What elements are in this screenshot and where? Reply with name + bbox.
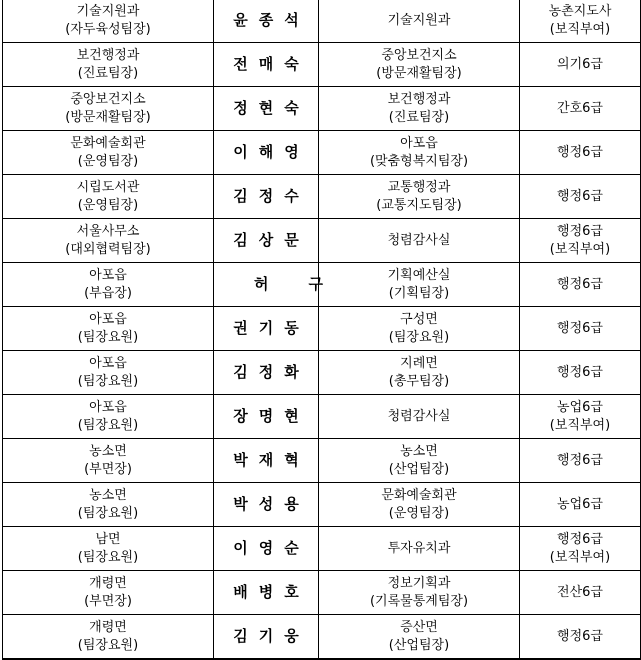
previous-role: (진료팀장) bbox=[77, 65, 139, 81]
grade-note: (보직부여) bbox=[549, 417, 611, 433]
grade-title: 행정6급 bbox=[557, 364, 603, 380]
previous-department: 농소면 bbox=[89, 443, 127, 459]
new-department: 청렴감사실 bbox=[387, 408, 451, 424]
new-post-cell bbox=[319, 483, 520, 527]
grade-cell bbox=[520, 219, 641, 263]
previous-role: (팀장요원) bbox=[77, 505, 139, 521]
name-cell bbox=[214, 87, 319, 131]
grade-cell bbox=[520, 395, 641, 439]
name-cell bbox=[214, 351, 319, 395]
previous-department: 아포읍 bbox=[89, 267, 127, 283]
grade-title: 행정6급 bbox=[557, 276, 603, 292]
previous-post-cell bbox=[3, 527, 214, 571]
grade-note: (보직부여) bbox=[549, 549, 611, 565]
grade-title: 행정6급 bbox=[557, 223, 603, 239]
name-cell bbox=[214, 219, 319, 263]
table-row bbox=[3, 175, 641, 219]
previous-department: 농소면 bbox=[89, 487, 127, 503]
new-department: 문화예술회관 bbox=[381, 487, 457, 503]
new-department: 보건행정과 bbox=[387, 91, 451, 107]
new-role: (기록물통계팀장) bbox=[369, 593, 469, 609]
new-role: (팀장요원) bbox=[388, 329, 450, 345]
previous-department: 중앙보건지소 bbox=[70, 91, 146, 107]
previous-role: (방문재활팀장) bbox=[65, 109, 151, 125]
new-post-cell bbox=[319, 527, 520, 571]
grade-cell bbox=[520, 87, 641, 131]
table-row bbox=[3, 0, 641, 43]
grade-title: 행정6급 bbox=[557, 144, 603, 160]
previous-post-cell bbox=[3, 395, 214, 439]
grade-title: 행정6급 bbox=[557, 452, 603, 468]
new-post-cell bbox=[319, 439, 520, 483]
previous-department: 문화예술회관 bbox=[70, 135, 146, 151]
person-name: 박재혁 bbox=[233, 450, 310, 469]
person-name: 김정화 bbox=[233, 362, 310, 381]
new-post-cell bbox=[319, 307, 520, 351]
grade-title: 행정6급 bbox=[557, 188, 603, 204]
name-cell bbox=[214, 571, 319, 615]
previous-role: (팀장요원) bbox=[77, 417, 139, 433]
name-cell bbox=[214, 131, 319, 175]
table-row bbox=[3, 439, 641, 483]
name-cell bbox=[214, 263, 363, 307]
new-role: (교통지도팀장) bbox=[376, 197, 462, 213]
name-cell bbox=[214, 439, 319, 483]
person-name: 장명현 bbox=[233, 406, 310, 425]
name-cell bbox=[214, 0, 319, 43]
previous-department: 아포읍 bbox=[89, 399, 127, 415]
person-name: 김정수 bbox=[233, 186, 310, 205]
grade-title: 농업6급 bbox=[557, 496, 603, 512]
grade-title: 의기6급 bbox=[557, 56, 603, 72]
table-row bbox=[3, 571, 641, 615]
previous-post-cell bbox=[3, 0, 214, 43]
table-row bbox=[3, 87, 641, 131]
previous-department: 서울사무소 bbox=[76, 223, 140, 239]
previous-post-cell bbox=[3, 263, 214, 307]
new-post-cell bbox=[319, 351, 520, 395]
new-role: (맞춤형복지팀장) bbox=[369, 153, 469, 169]
name-cell bbox=[214, 175, 319, 219]
previous-post-cell bbox=[3, 571, 214, 615]
table-row bbox=[3, 351, 641, 395]
new-post-cell bbox=[319, 615, 520, 660]
previous-role: (부읍장) bbox=[84, 285, 132, 301]
grade-cell bbox=[520, 351, 641, 395]
new-post-cell bbox=[319, 571, 520, 615]
new-role: (방문재활팀장) bbox=[376, 65, 462, 81]
previous-role: (팀장요원) bbox=[77, 549, 139, 565]
table-row bbox=[3, 615, 641, 660]
grade-title: 행정6급 bbox=[557, 628, 603, 644]
person-name: 김상문 bbox=[233, 230, 310, 249]
previous-department: 기술지원과 bbox=[76, 4, 140, 19]
new-post-cell bbox=[319, 175, 520, 219]
grade-cell bbox=[520, 527, 641, 571]
person-name: 이영순 bbox=[233, 538, 310, 557]
grade-cell bbox=[520, 263, 641, 307]
grade-cell bbox=[520, 615, 641, 660]
previous-role: (운영팀장) bbox=[77, 197, 139, 213]
name-cell bbox=[214, 483, 319, 527]
previous-post-cell bbox=[3, 175, 214, 219]
previous-department: 시립도서관 bbox=[76, 179, 140, 195]
new-department: 중앙보건지소 bbox=[381, 47, 457, 63]
previous-department: 개령면 bbox=[89, 575, 127, 591]
previous-post-cell bbox=[3, 439, 214, 483]
new-role: (기획팀장) bbox=[388, 285, 450, 301]
new-role: (산업팀장) bbox=[388, 637, 450, 653]
new-department: 기술지원과 bbox=[387, 13, 451, 28]
new-post-cell bbox=[319, 395, 520, 439]
previous-department: 보건행정과 bbox=[76, 47, 140, 63]
previous-post-cell bbox=[3, 131, 214, 175]
new-post-cell bbox=[319, 0, 520, 43]
previous-role: (부면장) bbox=[84, 461, 132, 477]
grade-title: 전산6급 bbox=[557, 584, 603, 600]
table-row bbox=[3, 395, 641, 439]
previous-role: (자두육성팀장) bbox=[65, 22, 151, 37]
person-name: 허구 bbox=[254, 274, 363, 293]
previous-post-cell bbox=[3, 87, 214, 131]
person-name: 김기웅 bbox=[233, 626, 310, 645]
new-department: 청렴감사실 bbox=[387, 232, 451, 248]
person-name: 배병호 bbox=[233, 582, 310, 601]
table-row bbox=[3, 527, 641, 571]
table-row bbox=[3, 483, 641, 527]
grade-title: 농촌지도사 bbox=[548, 4, 612, 19]
personnel-table bbox=[2, 0, 641, 660]
grade-note: (보직부여) bbox=[549, 22, 611, 37]
previous-role: (대외협력팀장) bbox=[65, 241, 151, 257]
grade-title: 간호6급 bbox=[557, 100, 603, 116]
grade-cell bbox=[520, 307, 641, 351]
previous-role: (팀장요원) bbox=[77, 329, 139, 345]
grade-cell bbox=[520, 439, 641, 483]
new-department: 구성면 bbox=[400, 311, 438, 327]
previous-role: (팀장요원) bbox=[77, 373, 139, 389]
table-row bbox=[3, 307, 641, 351]
new-department: 증산면 bbox=[400, 619, 438, 635]
grade-cell bbox=[520, 483, 641, 527]
new-department: 기획예산실 bbox=[387, 267, 451, 283]
person-name: 박성용 bbox=[233, 494, 310, 513]
previous-post-cell bbox=[3, 483, 214, 527]
grade-title: 농업6급 bbox=[557, 399, 603, 415]
name-cell bbox=[214, 43, 319, 87]
previous-department: 아포읍 bbox=[89, 355, 127, 371]
grade-note: (보직부여) bbox=[549, 241, 611, 257]
new-department: 농소면 bbox=[400, 443, 438, 459]
person-name: 권기동 bbox=[233, 318, 310, 337]
previous-department: 아포읍 bbox=[89, 311, 127, 327]
new-post-cell bbox=[319, 219, 520, 263]
person-name: 정현숙 bbox=[233, 98, 310, 117]
table-row bbox=[3, 43, 641, 87]
new-department: 투자유치과 bbox=[387, 540, 451, 556]
new-role: (산업팀장) bbox=[388, 461, 450, 477]
new-department: 지례면 bbox=[400, 355, 438, 371]
grade-cell bbox=[520, 131, 641, 175]
table-row bbox=[3, 131, 641, 175]
new-department: 정보기획과 bbox=[387, 575, 451, 591]
new-department: 교통행정과 bbox=[387, 179, 451, 195]
person-name: 전매숙 bbox=[233, 54, 310, 73]
grade-cell bbox=[520, 43, 641, 87]
new-role: (진료팀장) bbox=[388, 109, 450, 125]
grade-cell bbox=[520, 571, 641, 615]
previous-department: 남면 bbox=[95, 531, 121, 547]
previous-post-cell bbox=[3, 43, 214, 87]
new-post-cell bbox=[319, 87, 520, 131]
table-row bbox=[3, 263, 641, 307]
new-post-cell bbox=[319, 131, 520, 175]
previous-post-cell bbox=[3, 307, 214, 351]
previous-post-cell bbox=[3, 351, 214, 395]
person-name: 윤종석 bbox=[233, 11, 310, 29]
new-role: (총무팀장) bbox=[388, 373, 450, 389]
previous-role: (팀장요원) bbox=[77, 637, 139, 653]
name-cell bbox=[214, 615, 319, 660]
grade-title: 행정6급 bbox=[557, 531, 603, 547]
grade-cell bbox=[520, 175, 641, 219]
person-name: 이해영 bbox=[233, 142, 310, 161]
name-cell bbox=[214, 307, 319, 351]
grade-title: 행정6급 bbox=[557, 320, 603, 336]
name-cell bbox=[214, 527, 319, 571]
previous-department: 개령면 bbox=[89, 619, 127, 635]
new-post-cell bbox=[319, 43, 520, 87]
new-department: 아포읍 bbox=[400, 135, 438, 151]
name-cell bbox=[214, 395, 319, 439]
personnel-table-body bbox=[3, 0, 641, 659]
previous-role: (부면장) bbox=[84, 593, 132, 609]
new-role: (운영팀장) bbox=[388, 505, 450, 521]
table-row bbox=[3, 219, 641, 263]
grade-cell bbox=[520, 0, 641, 43]
previous-post-cell bbox=[3, 219, 214, 263]
previous-role: (운영팀장) bbox=[77, 153, 139, 169]
previous-post-cell bbox=[3, 615, 214, 660]
